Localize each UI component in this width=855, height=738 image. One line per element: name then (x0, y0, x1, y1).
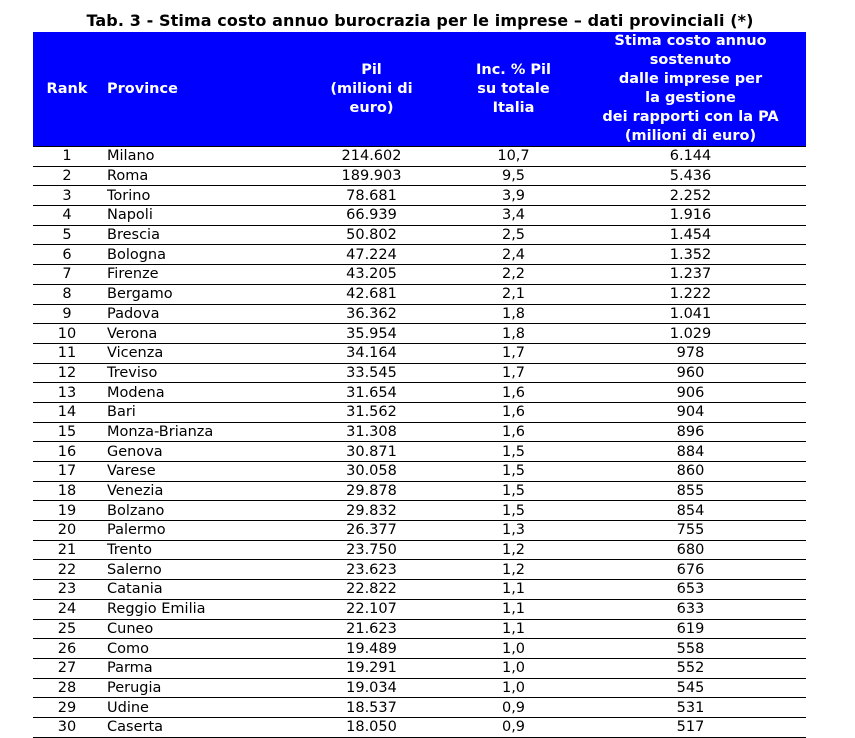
cell-cost: 1.454 (575, 225, 806, 245)
header-line: Italia (492, 99, 535, 116)
cell-cost: 978 (575, 343, 806, 363)
table-row (33, 383, 806, 403)
table-row (33, 540, 806, 560)
cell-cost: 855 (575, 481, 806, 501)
cell-rank: 23 (33, 580, 101, 600)
table-row (33, 402, 806, 422)
cell-province: Modena (101, 383, 291, 403)
cell-pil: 19.034 (291, 678, 452, 698)
table-header (33, 32, 806, 147)
table-row (33, 284, 806, 304)
header-rank (33, 32, 101, 147)
table-row (33, 481, 806, 501)
table-row (33, 206, 806, 226)
cell-cost: 904 (575, 402, 806, 422)
table-row (33, 343, 806, 363)
cell-inc-pil: 1,8 (452, 304, 575, 324)
cell-province: Salerno (101, 560, 291, 580)
cell-cost: 884 (575, 442, 806, 462)
cell-province: Palermo (101, 521, 291, 541)
cell-province: Monza-Brianza (101, 422, 291, 442)
cell-pil: 30.058 (291, 462, 452, 482)
table-row (33, 580, 806, 600)
cell-cost: 633 (575, 599, 806, 619)
table-row (33, 166, 806, 186)
cell-province: Perugia (101, 678, 291, 698)
cell-pil: 42.681 (291, 284, 452, 304)
cell-inc-pil: 1,5 (452, 462, 575, 482)
cell-province: Reggio Emilia (101, 599, 291, 619)
cell-province: Padova (101, 304, 291, 324)
cell-inc-pil: 1,5 (452, 481, 575, 501)
cell-pil: 33.545 (291, 363, 452, 383)
cell-cost: 755 (575, 521, 806, 541)
cell-rank: 17 (33, 462, 101, 482)
table-body (33, 147, 806, 738)
cell-cost: 558 (575, 639, 806, 659)
cell-rank: 4 (33, 206, 101, 226)
cell-rank: 6 (33, 245, 101, 265)
cell-cost: 854 (575, 501, 806, 521)
cell-inc-pil: 0,9 (452, 717, 575, 737)
header-cost (575, 32, 806, 147)
cell-pil: 35.954 (291, 324, 452, 344)
table-row (33, 717, 806, 737)
cell-province: Caserta (101, 717, 291, 737)
cell-province: Venezia (101, 481, 291, 501)
header-pil (291, 32, 452, 147)
cell-province: Firenze (101, 265, 291, 285)
cell-pil: 31.654 (291, 383, 452, 403)
cell-inc-pil: 1,6 (452, 402, 575, 422)
cell-province: Parma (101, 658, 291, 678)
cell-inc-pil: 10,7 (452, 147, 575, 167)
header-line: (milioni di euro) (624, 128, 757, 144)
table-row (33, 501, 806, 521)
header-line: la gestione (645, 90, 736, 106)
table-row (33, 324, 806, 344)
table-row (33, 560, 806, 580)
table-row (33, 147, 806, 167)
cell-cost: 860 (575, 462, 806, 482)
cell-pil: 66.939 (291, 206, 452, 226)
cell-inc-pil: 1,6 (452, 422, 575, 442)
cell-pil: 30.871 (291, 442, 452, 462)
cell-pil: 23.750 (291, 540, 452, 560)
cell-pil: 26.377 (291, 521, 452, 541)
cell-rank: 30 (33, 717, 101, 737)
cell-inc-pil: 1,2 (452, 560, 575, 580)
table-row (33, 639, 806, 659)
cell-cost: 676 (575, 560, 806, 580)
table-row (33, 698, 806, 718)
cell-pil: 189.903 (291, 166, 452, 186)
cell-inc-pil: 1,1 (452, 599, 575, 619)
cell-cost: 5.436 (575, 166, 806, 186)
cell-rank: 26 (33, 639, 101, 659)
cell-province: Torino (101, 186, 291, 206)
cell-cost: 896 (575, 422, 806, 442)
cell-cost: 1.916 (575, 206, 806, 226)
cell-province: Genova (101, 442, 291, 462)
cell-cost: 1.041 (575, 304, 806, 324)
table-row (33, 521, 806, 541)
cell-pil: 214.602 (291, 147, 452, 167)
cell-rank: 28 (33, 678, 101, 698)
cell-cost: 531 (575, 698, 806, 718)
cell-pil: 34.164 (291, 343, 452, 363)
cell-rank: 5 (33, 225, 101, 245)
cell-cost: 619 (575, 619, 806, 639)
cell-rank: 1 (33, 147, 101, 167)
cell-cost: 1.352 (575, 245, 806, 265)
cell-pil: 78.681 (291, 186, 452, 206)
cell-pil: 50.802 (291, 225, 452, 245)
cell-inc-pil: 1,2 (452, 540, 575, 560)
header-province (101, 32, 291, 147)
table-row (33, 363, 806, 383)
cell-cost: 960 (575, 363, 806, 383)
cell-inc-pil: 1,6 (452, 383, 575, 403)
cell-province: Bologna (101, 245, 291, 265)
table-row (33, 462, 806, 482)
cell-pil: 22.107 (291, 599, 452, 619)
cell-province: Udine (101, 698, 291, 718)
table-row (33, 442, 806, 462)
cell-rank: 10 (33, 324, 101, 344)
cell-pil: 22.822 (291, 580, 452, 600)
cell-inc-pil: 2,2 (452, 265, 575, 285)
header-line: su totale (477, 80, 550, 97)
cell-rank: 18 (33, 481, 101, 501)
cell-inc-pil: 1,7 (452, 363, 575, 383)
header-line: Inc. % Pil (475, 61, 551, 78)
cell-pil: 47.224 (291, 245, 452, 265)
cell-rank: 19 (33, 501, 101, 521)
cell-cost: 680 (575, 540, 806, 560)
cell-cost: 552 (575, 658, 806, 678)
cell-province: Bergamo (101, 284, 291, 304)
cell-inc-pil: 0,9 (452, 698, 575, 718)
cell-rank: 9 (33, 304, 101, 324)
cell-pil: 29.878 (291, 481, 452, 501)
cell-inc-pil: 2,4 (452, 245, 575, 265)
header-line: dei rapporti con la PA (602, 109, 779, 125)
cell-province: Trento (101, 540, 291, 560)
cell-cost: 1.237 (575, 265, 806, 285)
cell-inc-pil: 9,5 (452, 166, 575, 186)
table-row (33, 186, 806, 206)
table-title: Tab. 3 - Stima costo annuo burocrazia per le imprese – dati provinciali (*) (86, 11, 754, 30)
header-inc-pil (452, 32, 575, 147)
cell-pil: 29.832 (291, 501, 452, 521)
header-row (33, 32, 806, 147)
cell-province: Cuneo (101, 619, 291, 639)
cell-rank: 20 (33, 521, 101, 541)
cell-pil: 23.623 (291, 560, 452, 580)
cell-pil: 21.623 (291, 619, 452, 639)
table-row (33, 225, 806, 245)
table-row (33, 619, 806, 639)
cell-cost: 517 (575, 717, 806, 737)
cell-cost: 653 (575, 580, 806, 600)
cell-inc-pil: 1,0 (452, 639, 575, 659)
cell-inc-pil: 1,8 (452, 324, 575, 344)
table-row (33, 245, 806, 265)
cell-pil: 43.205 (291, 265, 452, 285)
cell-province: Napoli (101, 206, 291, 226)
cell-cost: 6.144 (575, 147, 806, 167)
cell-rank: 16 (33, 442, 101, 462)
cell-province: Roma (101, 166, 291, 186)
cell-rank: 7 (33, 265, 101, 285)
cell-inc-pil: 1,0 (452, 678, 575, 698)
cell-rank: 24 (33, 599, 101, 619)
cell-rank: 2 (33, 166, 101, 186)
cell-cost: 545 (575, 678, 806, 698)
cell-pil: 31.308 (291, 422, 452, 442)
cell-pil: 19.489 (291, 639, 452, 659)
cell-rank: 13 (33, 383, 101, 403)
cell-rank: 25 (33, 619, 101, 639)
cell-rank: 3 (33, 186, 101, 206)
header-line: dalle imprese per (618, 71, 763, 87)
table-row (33, 678, 806, 698)
cell-rank: 15 (33, 422, 101, 442)
table-row (33, 265, 806, 285)
header-line: Rank (46, 80, 88, 97)
table-row (33, 599, 806, 619)
cell-province: Verona (101, 324, 291, 344)
cell-inc-pil: 3,9 (452, 186, 575, 206)
cell-rank: 11 (33, 343, 101, 363)
cell-rank: 27 (33, 658, 101, 678)
table-row (33, 422, 806, 442)
cell-inc-pil: 1,3 (452, 521, 575, 541)
cell-pil: 18.537 (291, 698, 452, 718)
cell-inc-pil: 1,0 (452, 658, 575, 678)
province-cost-table (33, 32, 806, 738)
cell-inc-pil: 1,7 (452, 343, 575, 363)
cell-rank: 21 (33, 540, 101, 560)
cell-inc-pil: 1,5 (452, 442, 575, 462)
cell-province: Bari (101, 402, 291, 422)
cell-province: Varese (101, 462, 291, 482)
header-line: Pil (361, 61, 382, 78)
cell-rank: 29 (33, 698, 101, 718)
table-row (33, 304, 806, 324)
cell-inc-pil: 1,5 (452, 501, 575, 521)
header-line: sostenuto (649, 52, 732, 68)
cell-province: Catania (101, 580, 291, 600)
header-line: euro) (349, 99, 394, 116)
cell-province: Brescia (101, 225, 291, 245)
header-line: (milioni di (330, 80, 413, 97)
cell-cost: 1.222 (575, 284, 806, 304)
cell-inc-pil: 2,5 (452, 225, 575, 245)
cell-cost: 906 (575, 383, 806, 403)
cell-province: Vicenza (101, 343, 291, 363)
cell-cost: 1.029 (575, 324, 806, 344)
cell-rank: 14 (33, 402, 101, 422)
cell-province: Como (101, 639, 291, 659)
cell-rank: 8 (33, 284, 101, 304)
cell-inc-pil: 3,4 (452, 206, 575, 226)
cell-pil: 19.291 (291, 658, 452, 678)
cell-inc-pil: 1,1 (452, 619, 575, 639)
cell-inc-pil: 2,1 (452, 284, 575, 304)
cell-pil: 36.362 (291, 304, 452, 324)
cell-province: Milano (101, 147, 291, 167)
header-line: Province (107, 80, 178, 97)
header-line: Stima costo annuo (614, 33, 767, 49)
table-row (33, 658, 806, 678)
cell-rank: 12 (33, 363, 101, 383)
cell-pil: 18.050 (291, 717, 452, 737)
cell-rank: 22 (33, 560, 101, 580)
cell-inc-pil: 1,1 (452, 580, 575, 600)
cell-province: Treviso (101, 363, 291, 383)
cell-pil: 31.562 (291, 402, 452, 422)
cell-province: Bolzano (101, 501, 291, 521)
cell-cost: 2.252 (575, 186, 806, 206)
